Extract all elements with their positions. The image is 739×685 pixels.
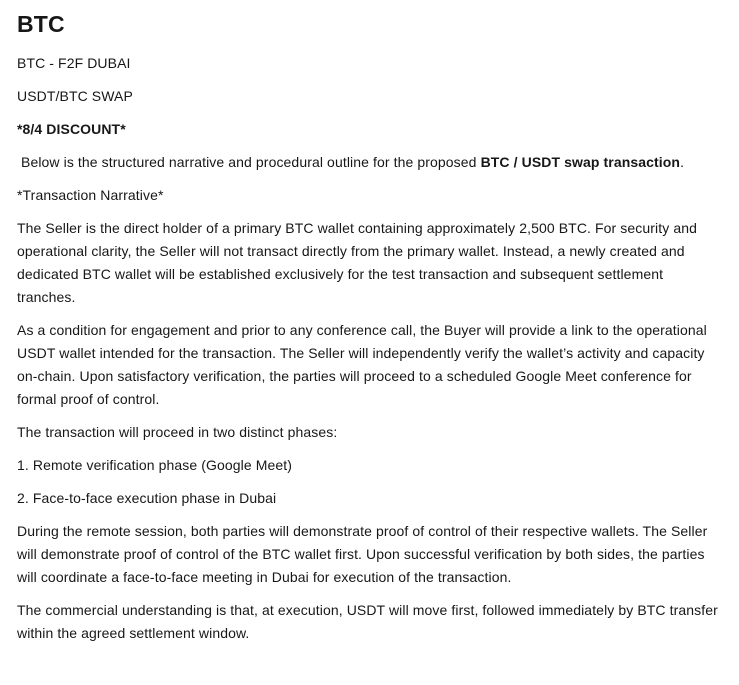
paragraph-buyer-condition: As a condition for engagement and prior to any conference call, the Buyer will provide a link to the operational USDT wallet intended for the transaction. The Seller will independently verify the wallet’s activity and capacity on-chain. Upon satisfactory verification, the parties will proceed to a scheduled Google Meet conference for formal proof of control.: [17, 322, 707, 407]
list-item-phase-2: 2. Face-to-face execution phase in Dubai: [17, 490, 277, 506]
pair-line: USDT/BTC SWAP: [17, 88, 133, 104]
paragraph-phases-intro: The transaction will proceed in two distinct phases:: [17, 424, 338, 440]
deal-line: BTC - F2F DUBAI: [17, 55, 131, 71]
intro-lead: Below is the structured narrative and procedural outline for the proposed: [17, 154, 481, 170]
intro-paragraph: [17, 151, 719, 174]
paragraph-commercial-understanding: The commercial understanding is that, at execution, USDT will move first, followed immediately by BTC transfer within the agreed settlement window.: [17, 602, 718, 641]
intro-tail: .: [680, 154, 685, 170]
paragraph-seller-wallet: The Seller is the direct holder of a primary BTC wallet containing approximately 2,500 BTC. For security and operational clarity, the Seller will not transact directly from the primary wallet. Instead, a newly created and dedicated BTC wallet will be established exclusively for the test transaction and subsequent settlement tranches.: [17, 220, 697, 305]
intro-emphasis: BTC / USDT swap transaction: [480, 154, 681, 170]
section-header-transaction-narrative: *Transaction Narrative*: [17, 187, 164, 203]
discount-line: *8/4 DISCOUNT*: [17, 121, 126, 137]
paragraph-remote-session: During the remote session, both parties will demonstrate proof of control of their respective wallets. The Seller will demonstrate proof of control of the BTC wallet first. Upon successful verification by both sides, the parties will coordinate a face-to-face meeting in Dubai for execution of the transaction.: [17, 523, 708, 585]
document-title: BTC: [17, 11, 65, 37]
list-item-phase-1: 1. Remote verification phase (Google Meet): [17, 457, 292, 473]
